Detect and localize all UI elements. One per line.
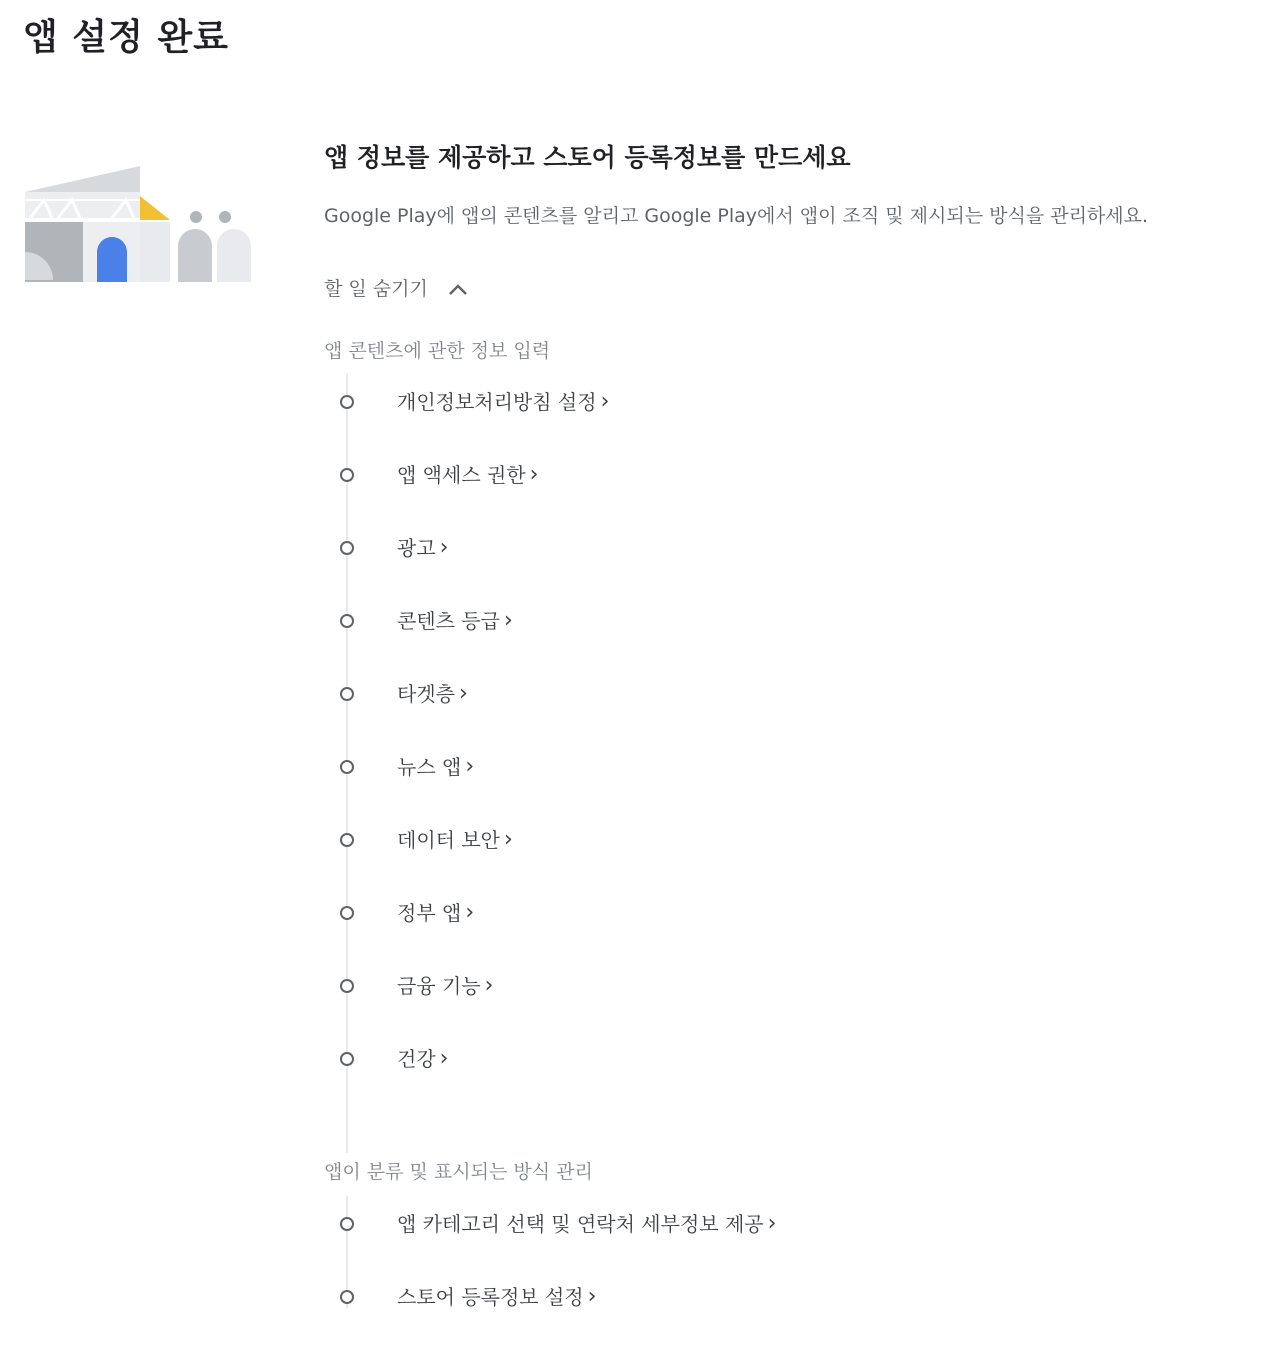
chevron-right-icon: ›	[465, 754, 475, 779]
task-status-circle-icon	[340, 906, 354, 920]
task-status-circle-icon	[340, 760, 354, 774]
task-link-financial-features[interactable]	[397, 970, 493, 1002]
chevron-right-icon: ›	[439, 1046, 449, 1071]
page-title: 앱 설정 완료	[23, 17, 229, 58]
setup-illustration	[22, 162, 257, 286]
task-status-circle-icon	[340, 1290, 354, 1304]
task-label: 개인정보처리방침 설정	[397, 390, 597, 414]
task-link-app-access[interactable]	[397, 459, 538, 491]
task-label: 타겟층	[397, 682, 455, 706]
hide-tasks-toggle[interactable]	[324, 274, 468, 304]
section-description: Google Play에 앱의 콘텐츠를 알리고 Google Play에서 앱이 조직 및 제시되는 방식을 관리하세요.	[324, 205, 1149, 227]
chevron-right-icon: ›	[439, 535, 449, 560]
task-link-ads[interactable]	[397, 532, 448, 564]
chevron-right-icon: ›	[587, 1284, 597, 1309]
task-label: 뉴스 앱	[397, 755, 462, 779]
task-link-news-app[interactable]	[397, 751, 474, 783]
task-link-app-category-contact[interactable]	[397, 1208, 776, 1240]
building-people-illustration-icon	[22, 162, 257, 286]
task-link-store-listing[interactable]	[397, 1281, 596, 1313]
task-label: 앱 액세스 권한	[397, 463, 526, 487]
task-label: 금융 기능	[397, 974, 481, 998]
hide-tasks-label: 할 일 숨기기	[324, 278, 428, 300]
task-label: 스토어 등록정보 설정	[397, 1285, 584, 1309]
task-label: 정부 앱	[397, 901, 462, 925]
task-status-circle-icon	[340, 979, 354, 993]
task-link-target-audience[interactable]	[397, 678, 468, 710]
chevron-up-icon	[448, 282, 468, 296]
task-status-circle-icon	[340, 395, 354, 409]
task-status-circle-icon	[340, 614, 354, 628]
section-heading: 앱 정보를 제공하고 스토어 등록정보를 만드세요	[324, 143, 851, 172]
task-label: 건강	[397, 1047, 436, 1071]
chevron-right-icon: ›	[503, 608, 513, 633]
task-label: 앱 카테고리 선택 및 연락처 세부정보 제공	[397, 1212, 764, 1236]
chevron-right-icon: ›	[458, 681, 468, 706]
chevron-right-icon: ›	[465, 900, 475, 925]
group-label-store-presence: 앱이 분류 및 표시되는 방식 관리	[324, 1161, 593, 1183]
task-link-health[interactable]	[397, 1043, 448, 1075]
chevron-right-icon: ›	[484, 973, 494, 998]
chevron-right-icon: ›	[600, 389, 610, 414]
task-link-privacy-policy[interactable]	[397, 386, 609, 418]
chevron-right-icon: ›	[529, 462, 539, 487]
task-label: 데이터 보안	[397, 828, 500, 852]
task-status-circle-icon	[340, 833, 354, 847]
task-status-circle-icon	[340, 687, 354, 701]
task-link-data-safety[interactable]	[397, 824, 513, 856]
task-status-circle-icon	[340, 1217, 354, 1231]
task-label: 콘텐츠 등급	[397, 609, 500, 633]
task-link-government-app[interactable]	[397, 897, 474, 929]
task-link-content-rating[interactable]	[397, 605, 513, 637]
task-status-circle-icon	[340, 541, 354, 555]
task-status-circle-icon	[340, 1052, 354, 1066]
chevron-right-icon: ›	[767, 1211, 777, 1236]
group-label-app-content: 앱 콘텐츠에 관한 정보 입력	[324, 340, 551, 362]
chevron-right-icon: ›	[503, 827, 513, 852]
task-status-circle-icon	[340, 468, 354, 482]
task-label: 광고	[397, 536, 436, 560]
